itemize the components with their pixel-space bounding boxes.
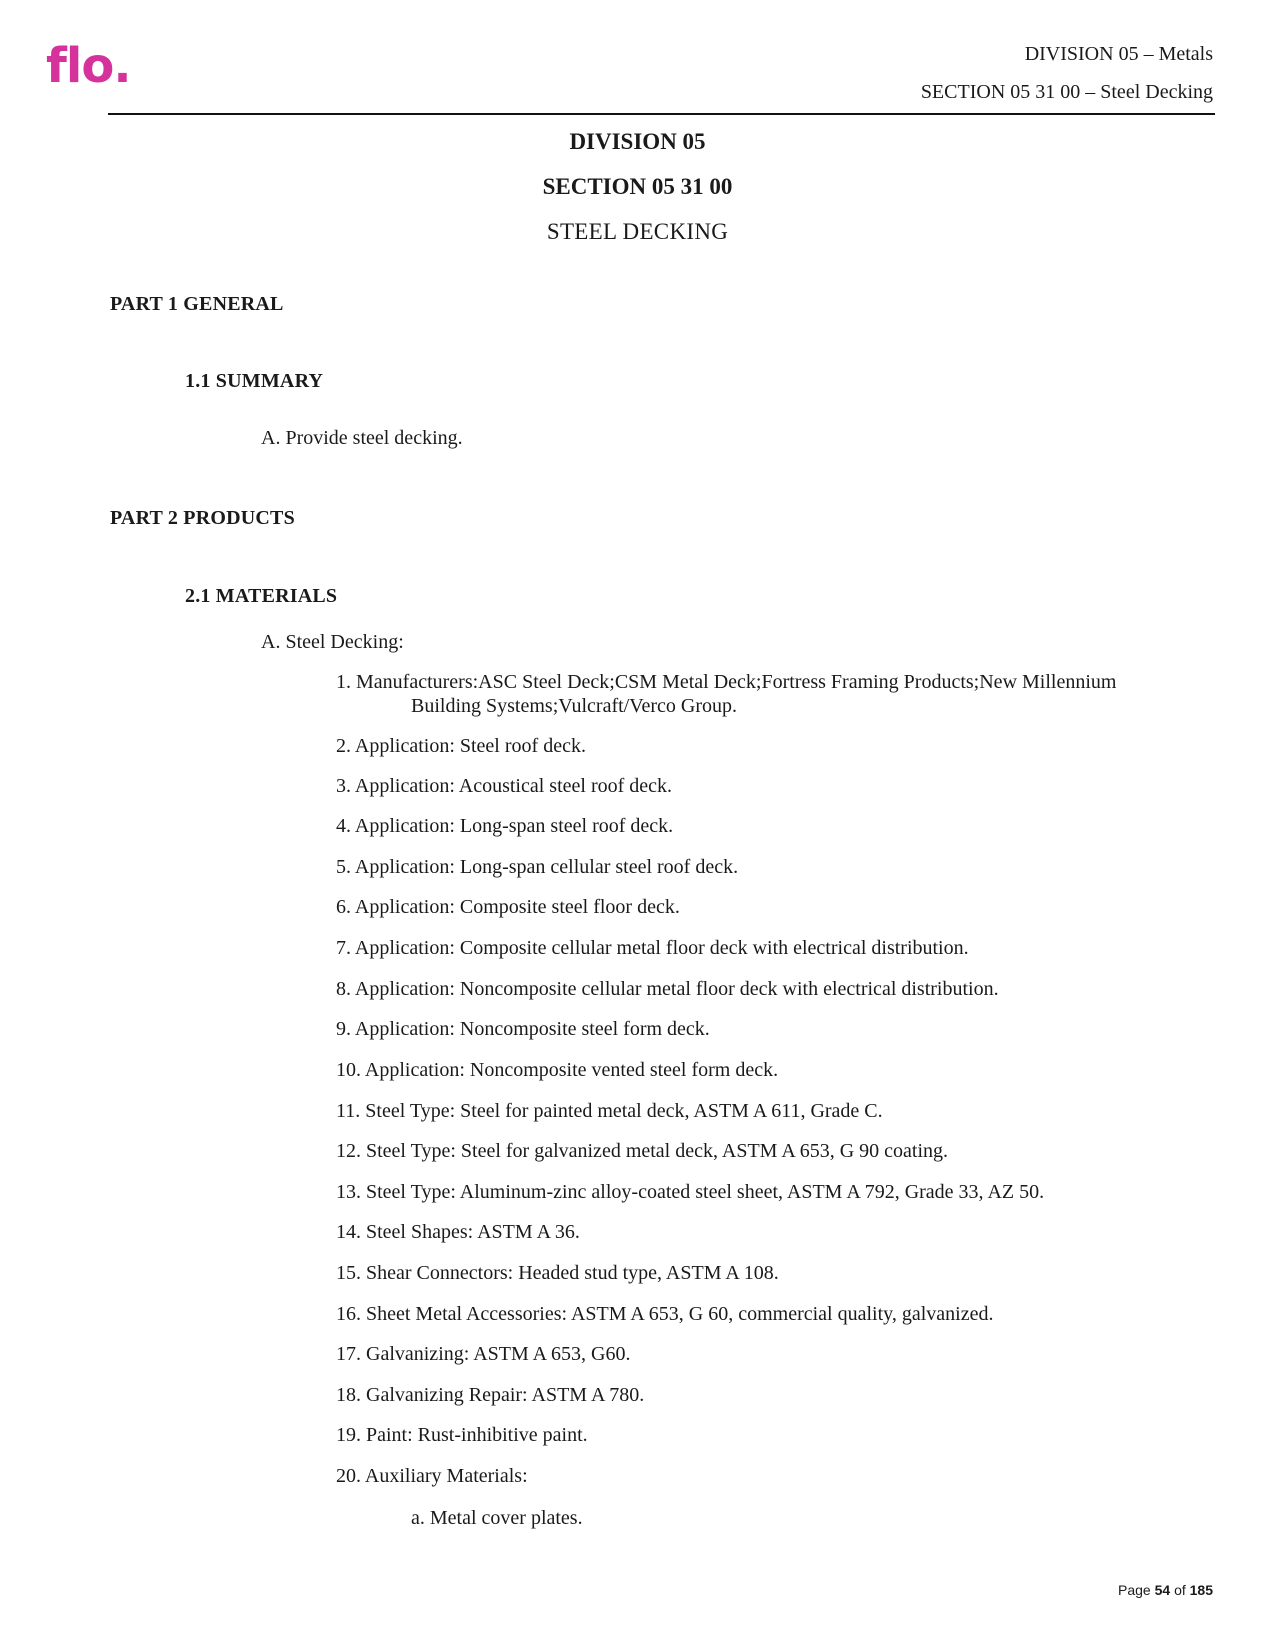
part1-summary-heading: 1.1 SUMMARY: [185, 370, 324, 392]
title-division: DIVISION 05: [569, 129, 706, 154]
list-item: 5. Application: Long-span cellular steel roof deck.: [336, 856, 739, 878]
header-section: SECTION 05 31 00 – Steel Decking: [920, 81, 1213, 103]
title-block: [0, 130, 1275, 243]
part2-item-a: A. Steel Decking:: [261, 631, 404, 653]
part2-materials-heading: 2.1 MATERIALS: [185, 585, 338, 607]
list-item: 17. Galvanizing: ASTM A 653, G60.: [336, 1343, 631, 1365]
part1-item-a: A. Provide steel decking.: [261, 427, 463, 449]
list-item-text: 1. Manufacturers:ASC Steel Deck;CSM Metal Deck;Fortress Framing Products;New Millennium: [336, 671, 1117, 693]
list-item: 13. Steel Type: Aluminum-zinc alloy-coated steel sheet, ASTM A 792, Grade 33, AZ 50.: [336, 1181, 1045, 1203]
title-section: SECTION 05 31 00: [542, 174, 733, 199]
list-item: 8. Application: Noncomposite cellular metal floor deck with electrical distribution.: [336, 978, 999, 1000]
page-total: 185: [1189, 1582, 1213, 1598]
header-division: DIVISION 05 – Metals: [1024, 43, 1213, 65]
header-divider: [108, 113, 1215, 115]
list-item: 4. Application: Long-span steel roof deck.: [336, 815, 674, 837]
list-item: 20. Auxiliary Materials:: [336, 1465, 528, 1487]
list-item: 3. Application: Acoustical steel roof deck.: [336, 775, 673, 797]
list-item: 11. Steel Type: Steel for painted metal deck, ASTM A 611, Grade C.: [336, 1100, 883, 1122]
list-item: 14. Steel Shapes: ASTM A 36.: [336, 1221, 580, 1243]
list-item: 15. Shear Connectors: Headed stud type, ASTM A 108.: [336, 1262, 779, 1284]
list-item: 18. Galvanizing Repair: ASTM A 780.: [336, 1384, 645, 1406]
list-item: 12. Steel Type: Steel for galvanized metal deck, ASTM A 653, G 90 coating.: [336, 1140, 949, 1162]
list-item: 2. Application: Steel roof deck.: [336, 735, 586, 757]
list-item: 16. Sheet Metal Accessories: ASTM A 653, G 60, commercial quality, galvanized.: [336, 1303, 994, 1325]
list-item: 19. Paint: Rust-inhibitive paint.: [336, 1424, 588, 1446]
flo-logo: flo.: [46, 38, 131, 94]
page-prefix: Page: [1118, 1582, 1151, 1598]
part1-heading: PART 1 GENERAL: [110, 293, 284, 315]
list-item: [336, 670, 1166, 718]
list-item: 10. Application: Noncomposite vented steel form deck.: [336, 1059, 779, 1081]
part2-heading: PART 2 PRODUCTS: [110, 507, 295, 529]
page-of: of: [1174, 1582, 1186, 1598]
running-header: [921, 44, 1213, 120]
page-current: 54: [1154, 1582, 1171, 1598]
list-item: 7. Application: Composite cellular metal floor deck with electrical distribution.: [336, 937, 969, 959]
title-name: STEEL DECKING: [546, 219, 729, 244]
list-item: 6. Application: Composite steel floor deck.: [336, 896, 680, 918]
page-number: [1118, 1582, 1213, 1598]
list-item: 9. Application: Noncomposite steel form deck.: [336, 1018, 710, 1040]
list-item-continuation: Building Systems;Vulcraft/Verco Group.: [411, 695, 737, 717]
sub-list-item: a. Metal cover plates.: [411, 1507, 583, 1529]
